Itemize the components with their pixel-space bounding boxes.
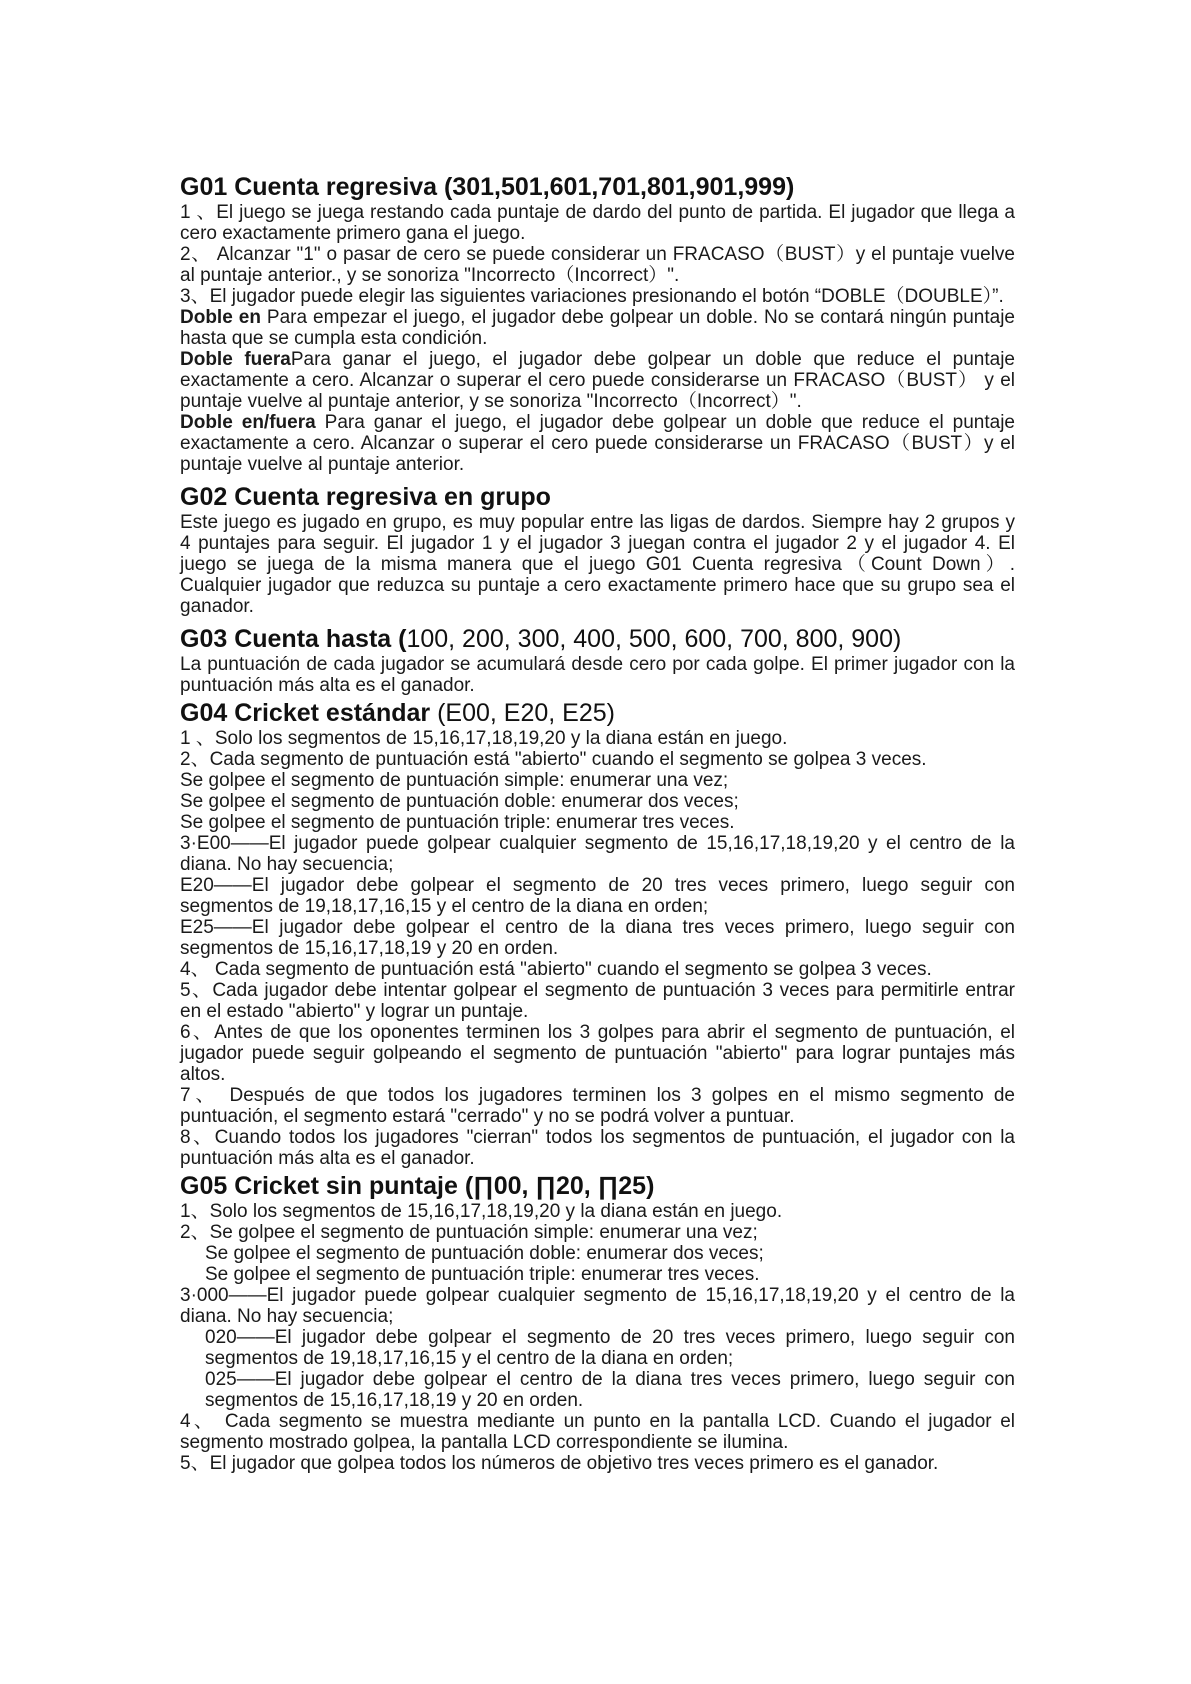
g05-line-3: Se golpee el segmento de puntuación doble: enumerar dos veces; — [205, 1243, 764, 1264]
g05-line-7: 025——El jugador debe golpear el centro de la diana tres veces primero, luego seguir con segmentos de 15,16,17,18,19 y 20 en orden. — [205, 1369, 1015, 1411]
g05-line-8: 4、 Cada segmento se muestra mediante un punto en la pantalla LCD. Cuando el jugador el segmento mostrado golpea, la pantalla LCD correspondiente se ilumina. — [180, 1411, 1015, 1453]
g04-line-2: 2、Cada segmento de puntuación está "abierto" cuando el segmento se golpea 3 veces. — [180, 749, 927, 770]
g04-line-10: 5、Cada jugador debe intentar golpear el segmento de puntuación 3 veces para permitirle entrar en el estado "abierto" y lograr un puntaje. — [180, 980, 1015, 1022]
doble-en-text: Para empezar el juego, el jugador debe golpear un doble. No se contará ningún puntaje hasta que se cumpla esta condición. — [180, 307, 1016, 349]
g01-line-3: 3、El jugador puede elegir las siguientes variaciones presionando el botón “DOBLE（DOUBLE）”. — [180, 286, 1004, 307]
section-g03 — [180, 624, 1015, 696]
g01-doble-fuera — [180, 349, 1015, 412]
g01-line-2: 2、 Alcanzar "1" o pasar de cero se puede considerar un FRACASO（BUST）y el puntaje vuelve al puntaje anterior., y se sonoriza "Incorrecto（Incorrect）". — [180, 244, 1015, 286]
g04-line-13: 8、Cuando todos los jugadores "cierran" todos los segmentos de puntuación, el jugador con la puntuación más alta es el ganador. — [180, 1127, 1015, 1169]
g01-doble-en — [180, 307, 1015, 349]
g04-line-4: Se golpee el segmento de puntuación doble: enumerar dos veces; — [180, 791, 739, 812]
g04-line-11: 6、Antes de que los oponentes terminen los 3 golpes para abrir el segmento de puntuación, el jugador puede seguir golpeando el segmento de puntuación "abierto" para lograr puntajes más altos. — [180, 1022, 1015, 1085]
doble-fuera-label: Doble fuera — [180, 349, 291, 370]
g04-line-5: Se golpee el segmento de puntuación triple: enumerar tres veces. — [180, 812, 735, 833]
section-g05 — [180, 1171, 1015, 1474]
g05-line-5: 3·000——El jugador puede golpear cualquier segmento de 15,16,17,18,19,20 y el centro de la diana. No hay secuencia; — [180, 1285, 1015, 1327]
g05-line-1: 1、Solo los segmentos de 15,16,17,18,19,20 y la diana están en juego. — [180, 1201, 783, 1222]
g04-line-1: 1 、Solo los segmentos de 15,16,17,18,19,20 y la diana están en juego. — [180, 728, 788, 749]
section-title-g02: G02 Cuenta regresiva en grupo — [180, 483, 551, 511]
g01-line-1: 1 、El juego se juega restando cada puntaje de dardo del punto de partida. El jugador que llega a cero exactamente primero gana el juego. — [180, 202, 1015, 244]
g04-line-12: 7、 Después de que todos los jugadores terminen los 3 golpes en el mismo segmento de puntuación, el segmento estará "cerrado" y no se podrá volver a puntuar. — [180, 1085, 1015, 1127]
g04-line-6: 3·E00——El jugador puede golpear cualquier segmento de 15,16,17,18,19,20 y el centro de la diana. No hay secuencia; — [180, 833, 1015, 875]
document-page — [180, 172, 1015, 1474]
g04-line-7: E20——El jugador debe golpear el segmento de 20 tres veces primero, luego seguir con segmentos de 19,18,17,16,15 y el centro de la diana en orden; — [180, 875, 1015, 917]
g04-line-9: 4、 Cada segmento de puntuación está "abierto" cuando el segmento se golpea 3 veces. — [180, 959, 932, 980]
g04-line-8: E25——El jugador debe golpear el centro de la diana tres veces primero, luego seguir con segmentos de 15,16,17,18,19 y 20 en orden. — [180, 917, 1015, 959]
g01-doble-enfuera — [180, 412, 1015, 475]
section-g04 — [180, 698, 1015, 1169]
section-title-g01: G01 Cuenta regresiva (301,501,601,701,801,901,999) — [180, 173, 795, 201]
g04-line-3: Se golpee el segmento de puntuación simple: enumerar una vez; — [180, 770, 729, 791]
section-title-g04: G04 Cricket estándar (E00, E20, E25) — [180, 699, 615, 727]
g05-line-6: 020——El jugador debe golpear el segmento de 20 tres veces primero, luego seguir con segmentos de 19,18,17,16,15 y el centro de la diana en orden; — [205, 1327, 1015, 1369]
doble-enfuera-label: Doble en/fuera — [180, 412, 316, 433]
g05-line-9: 5、El jugador que golpea todos los números de objetivo tres veces primero es el ganador. — [180, 1453, 939, 1474]
section-g01 — [180, 172, 1015, 475]
section-g02 — [180, 482, 1015, 617]
g05-line-4: Se golpee el segmento de puntuación triple: enumerar tres veces. — [205, 1264, 760, 1285]
doble-enfuera-text: Para ganar el juego, el jugador debe golpear un doble que reduce el puntaje exactamente a cero. Alcanzar o superar el cero puede considerarse un FRACASO（BUST）y el puntaje vuelve al puntaje anterior. — [180, 412, 1015, 475]
doble-fuera-text: Para ganar el juego, el jugador debe golpear un doble que reduce el puntaje exactamente a cero. Alcanzar o superar el cero puede considerarse un FRACASO（BUST） y el puntaje vuelve al puntaje anterior, y se sonoriza "Incorrecto（Incorrect）". — [180, 349, 1015, 412]
doble-en-label: Doble en — [180, 307, 261, 328]
g03-text: La puntuación de cada jugador se acumulará desde cero por cada golpe. El primer jugador con la puntuación más alta es el ganador. — [180, 654, 1015, 696]
section-title-g05: G05 Cricket sin puntaje (∏00, ∏20, ∏25) — [180, 1172, 655, 1200]
section-title-g03: G03 Cuenta hasta (100, 200, 300, 400, 500, 600, 700, 800, 900) — [180, 625, 902, 653]
g02-text: Este juego es jugado en grupo, es muy popular entre las ligas de dardos. Siempre hay 2 grupos y 4 puntajes para seguir. El jugador 1 y el jugador 3 juegan contra el jugador 2 y el jugador 4. El juego se juega de la misma manera que el juego G01 Cuenta regresiva（Count Down）. Cualquier jugador que reduzca su puntaje a cero exactamente primero hace que su grupo sea el ganador. — [180, 512, 1015, 617]
g05-line-2: 2、Se golpee el segmento de puntuación simple: enumerar una vez; — [180, 1222, 758, 1243]
